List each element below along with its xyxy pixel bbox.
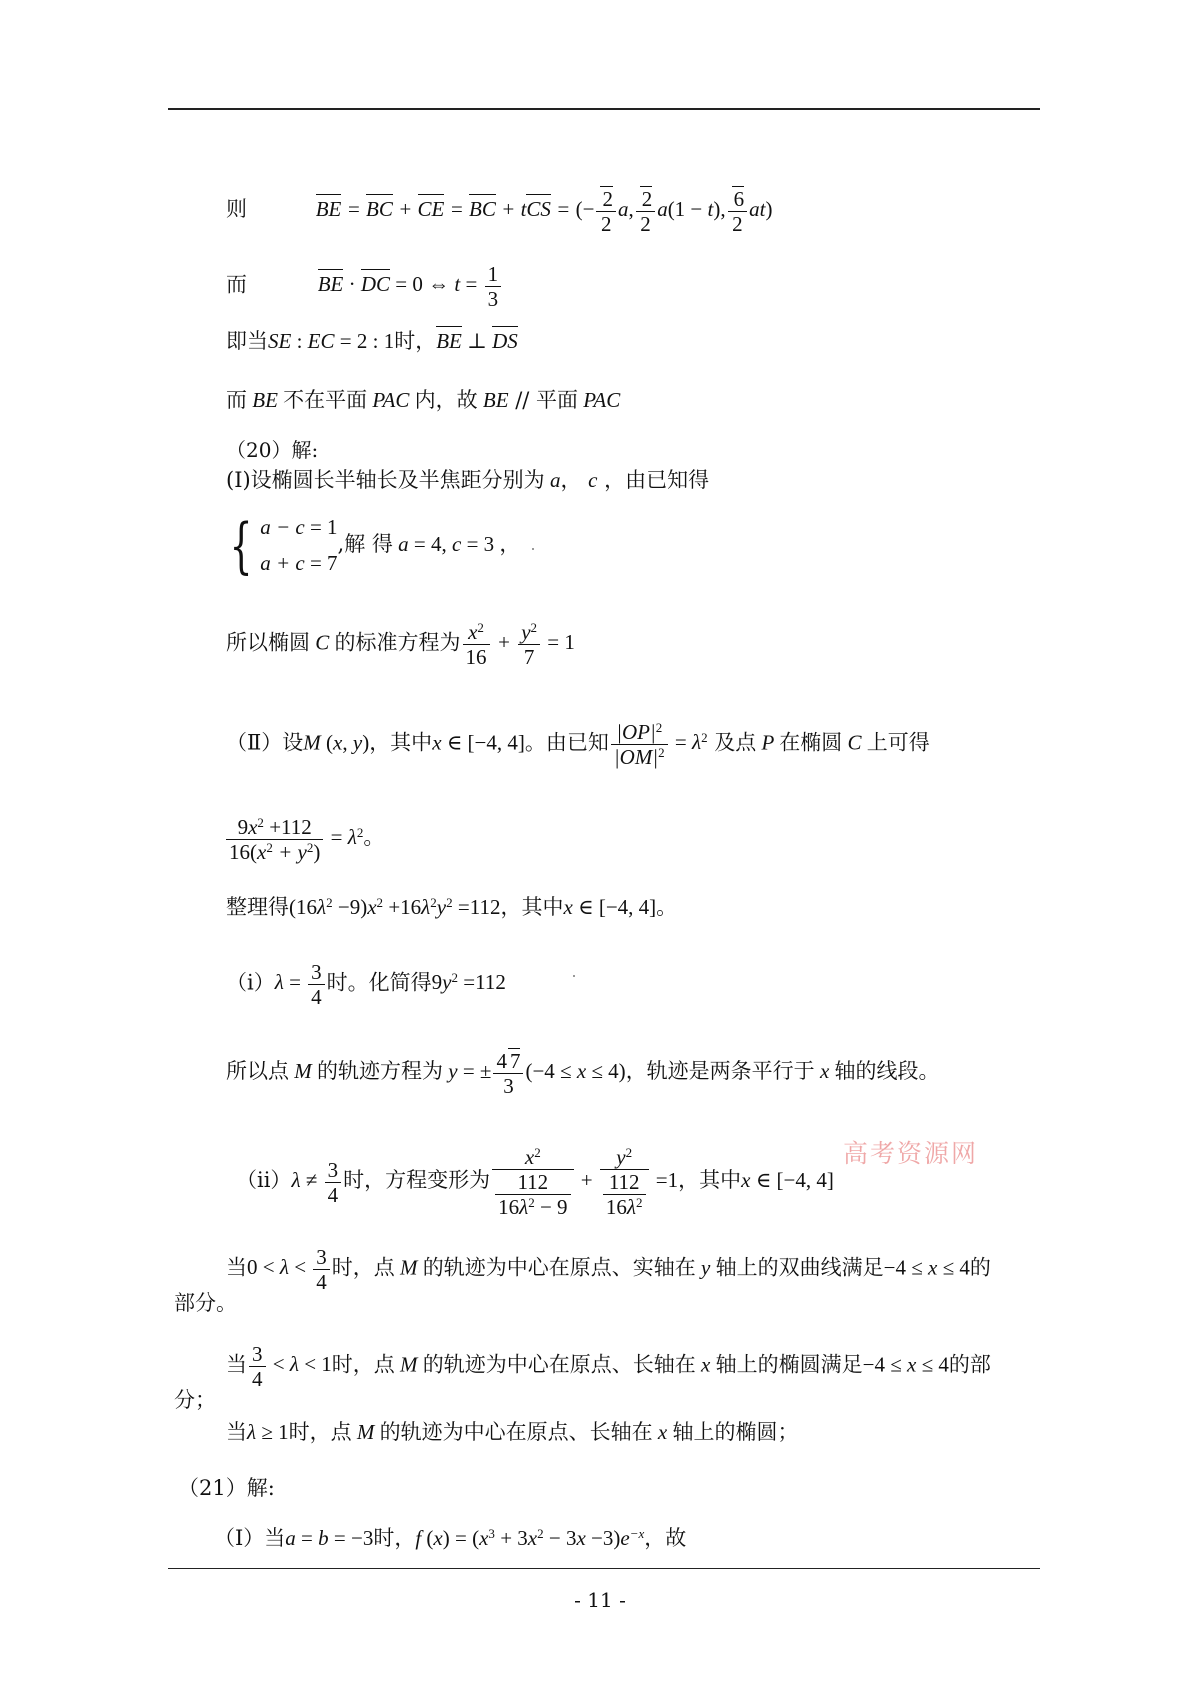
ratio-equation: $\frac{9x^2 +112}{16(x^2 + y^2)}$ = $\lambda^2$。 — [224, 815, 384, 864]
text: 的标准方程为 — [334, 630, 461, 655]
case-ii-line: （ii）λ ≠ $\frac{3}{4}$ 时，方程变形为 $\frac{x^2}{\frac{112}{16\lambda^2 - 9}}$ + $\frac{y^2}{\frac{112}{16\lambda^2}}$ =1，其中x ∈ [−4, 4] — [236, 1144, 834, 1220]
ellipse-case-line: 当 $\frac{3}{4}$ < λ < 1时，点 M 的轨迹为中心在原点、长轴在 x 轴上的椭圆满足−4 ≤ x ≤ 4的部 — [226, 1342, 991, 1392]
text: 轴上的椭圆； — [672, 1420, 799, 1444]
text: 整理得 — [226, 895, 289, 919]
text: ，其中 — [678, 1168, 742, 1193]
text: 平面 — [536, 388, 579, 412]
simplified-line: 整理得$(16\lambda^2 -9)x^2 +16\lambda^2y^2 =112$，其中x ∈ [−4, 4]。 — [226, 894, 678, 919]
header-rule — [168, 108, 1040, 110]
ratio-line — [226, 331, 518, 352]
text: 。 — [656, 895, 678, 919]
vector-equation: BE = BC + CE = BC + tCS = (− $\frac{2}{2}$ a, $\frac{2}{2}$ a(1 − t), $\frac{6}{2}$ at) — [315, 187, 773, 237]
text: ，其中 — [500, 895, 564, 919]
text: （Ⅰ）当 — [214, 1526, 286, 1550]
vector-be-line — [226, 186, 772, 236]
text: 的 — [969, 1255, 991, 1280]
standard-equation-line: 所以椭圆 C 的标准方程为 $\frac{x^2}{16}$ + $\frac{y^2}{7}$ = 1 — [226, 619, 575, 670]
text: 上可得 — [866, 730, 930, 755]
equation-system: { a − c = 1 a + c = 7 ,解 得 a = 4, c = 3 ， — [229, 510, 521, 581]
text: 而 — [226, 388, 247, 412]
text: ，轨迹是两条平行于 — [625, 1058, 815, 1083]
formula: SE : EC = 2 : 1 — [268, 329, 395, 353]
text: 时，点 — [331, 1352, 395, 1377]
text: 所以点 — [226, 1058, 289, 1083]
text: 轴的线段。 — [834, 1058, 940, 1083]
formula: BE ⊥ DS — [436, 326, 518, 353]
section-20-part-i: (Ⅰ)设椭圆长半轴长及半焦距分别为 a， c ，由已知得 — [226, 468, 710, 492]
text: 时， — [373, 1526, 416, 1550]
ellipse-case-cont: 分； — [174, 1388, 216, 1412]
text: 当 — [226, 1352, 247, 1377]
text: ，由已知得 — [604, 468, 710, 492]
text: 轴上的双曲线满足 — [715, 1255, 884, 1280]
section-21-heading: （21）解: — [178, 1476, 275, 1500]
parallel-line: 而 BE 不在平面 PAC 内，故 BE // 平面 PAC — [226, 388, 621, 412]
case-i-line: （i）λ = $\frac{3}{4}$ 时。化简得$9y^2 =112$ — [226, 960, 506, 1010]
footer-rule — [168, 1568, 1040, 1569]
text: 的轨迹方程为 — [317, 1058, 443, 1083]
track-line-1: 所以点 M 的轨迹方程为 y = ± $\frac{4 7}{3}$ (−4 ≤ x ≤ 4)，轨迹是两条平行于 x 轴的线段。 — [226, 1049, 940, 1099]
text: 的部 — [948, 1352, 991, 1377]
text: 时， — [394, 329, 437, 353]
text: 在椭圆 — [779, 730, 843, 755]
text: 时，方程变形为 — [343, 1168, 491, 1193]
full-ellipse-line: 当λ ≥ 1时，点 M 的轨迹为中心在原点、长轴在 x 轴上的椭圆； — [226, 1420, 799, 1444]
text: 所以椭圆 — [226, 630, 310, 655]
text: 。由已知 — [524, 730, 609, 755]
text: 时。化简得 — [326, 970, 432, 995]
section-20-part-ii: （Ⅱ）设M (x, y)，其中x ∈ [−4, 4]。由已知 $\frac{|OP|^2}{|OM|^2}$ = $\lambda^2$ 及点 P 在椭圆 C 上可得 — [226, 719, 930, 770]
watermark: 高考资源网 — [843, 1139, 979, 1168]
hyperbola-case-line: 当0 < λ < $\frac{3}{4}$ 时，点 M 的轨迹为中心在原点、实轴在 y 轴上的双曲线满足−4 ≤ x ≤ 4的 — [226, 1245, 991, 1295]
hyperbola-case-cont: 部分。 — [174, 1291, 237, 1315]
text: 的轨迹为中心在原点、长轴在 — [422, 1352, 696, 1377]
text: ,解 得 — [337, 532, 393, 557]
text: 的轨迹为中心在原点、长轴在 — [379, 1420, 653, 1444]
section-20-heading: （20）解: — [226, 438, 319, 462]
text: 当 — [226, 1255, 247, 1280]
text: （i） — [226, 970, 275, 995]
text: 及点 — [714, 730, 757, 755]
text: ，故 — [644, 1526, 687, 1550]
text: 的轨迹为中心在原点、实轴在 — [422, 1255, 696, 1280]
text: 内，故 — [414, 388, 478, 412]
text: （ii） — [236, 1168, 292, 1193]
stray-dot — [532, 548, 534, 550]
text: 即当 — [226, 329, 268, 353]
text: 时，点 — [331, 1255, 395, 1280]
section-21-part-i: （Ⅰ）当a = b = −3时，f $(x) = (x^3 + 3x^2 - 3x -3)e^{-x}$，故 — [214, 1525, 687, 1550]
text: （Ⅱ）设 — [226, 730, 304, 755]
stray-dot — [573, 975, 575, 977]
line-prefix: 则 — [226, 196, 247, 221]
text: (Ⅰ)设椭圆长半轴长及半焦距分别为 — [226, 468, 545, 492]
line-prefix: 而 — [226, 272, 247, 297]
dot-product-equation: BE · DC = 0 ⇔ t = $\frac{1}{3}$ — [318, 272, 503, 296]
text: ，其中 — [369, 730, 433, 755]
dot-product-line — [226, 262, 503, 311]
text: 不在平面 — [283, 388, 368, 412]
text: 时，点 — [288, 1420, 352, 1444]
text: 当 — [226, 1420, 247, 1444]
text: 轴上的椭圆满足 — [715, 1352, 863, 1377]
page-number: - 11 - — [574, 1588, 626, 1612]
